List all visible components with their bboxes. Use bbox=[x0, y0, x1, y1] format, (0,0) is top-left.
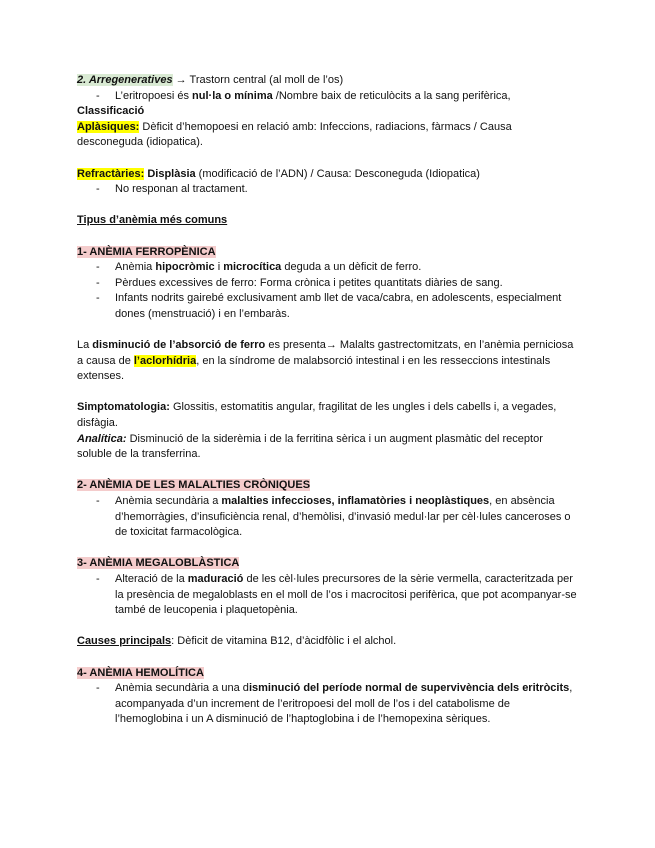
text: es presenta→ Malalts gastrectomitzats, en l’anèmia perniciosa a causa de bbox=[77, 339, 574, 367]
section-1-list bbox=[77, 260, 577, 322]
bold-text: nul·la o mínima bbox=[192, 89, 273, 102]
heading-text: 4- ANÈMIA HEMOLÍTICA bbox=[77, 666, 204, 679]
bold-text: Displàsia bbox=[144, 167, 196, 180]
text: L’eritropoesi és bbox=[115, 89, 193, 102]
text: deguda a un dèficit de ferro. bbox=[281, 261, 422, 274]
refractaries-para bbox=[77, 167, 577, 183]
classificacio-label: Classificació bbox=[77, 105, 145, 118]
aplasiques-para bbox=[77, 120, 577, 151]
text: Anèmia secundària a bbox=[115, 495, 222, 508]
text: Anèmia bbox=[115, 261, 156, 274]
aplasiques-label: Aplàsiques: bbox=[77, 120, 140, 133]
highlight-text: l’aclorhídria bbox=[133, 354, 197, 367]
refractaries-label: Refractàries: bbox=[77, 167, 145, 180]
section-3-list bbox=[77, 572, 577, 619]
section-4-heading bbox=[77, 666, 577, 682]
arregeneratives-list bbox=[77, 89, 577, 105]
text: Dèficit d’hemopoesi en relació amb: Infeccions, radiacions, fàrmacs / Causa desconeguda (idiopatica). bbox=[77, 120, 512, 149]
text: /Nombre baix de reticulòcits a la sang perifèrica, bbox=[272, 89, 511, 102]
list-item bbox=[77, 572, 577, 619]
list-item bbox=[77, 89, 577, 105]
text: de les cèl·lules precursores de la sèrie vermella, caracteritzada per la presència de megaloblasts en el moll de l’os i macrocitosi perifèrica, que pot acompanyar-se també de leucopenia i plaquetopènia. bbox=[115, 573, 577, 617]
section-3-heading bbox=[77, 556, 577, 572]
text: , acompanyada d’un increment de l’eritropoesi del moll de l’os i del catabolisme de l’hemoglobina i un A disminució de l’haptoglobina i de l’hemopexina sèriques. bbox=[115, 682, 573, 726]
text: i bbox=[214, 261, 224, 274]
analitica-para bbox=[77, 432, 577, 463]
list-item: - Pèrdues excessives de ferro: Forma crònica i petites quantitats diàries de sang. bbox=[77, 276, 577, 292]
bold-text: malalties infeccioses, inflamatòries i neoplàstiques bbox=[221, 495, 490, 508]
bold-label: Analítica: bbox=[77, 432, 127, 445]
heading-text: 2- ANÈMIA DE LES MALALTIES CRÒNIQUES bbox=[77, 479, 311, 492]
bold-text: hipocròmic bbox=[155, 261, 215, 274]
underlined-label: Causes principals bbox=[77, 635, 172, 648]
section-1-heading bbox=[77, 245, 577, 261]
text: La bbox=[77, 339, 93, 352]
heading-text: 1- ANÈMIA FERROPÈNICA bbox=[77, 245, 216, 258]
list-item: - Infants nodrits gairebé exclusivament amb llet de vaca/cabra, en adolescents, especialment dones (menstruació) i en l’embaràs. bbox=[77, 291, 577, 322]
bold-text: disminució de l’absorció de ferro bbox=[92, 339, 266, 352]
text: Disminució de la siderèmia i de la ferritina sèrica i un augment plasmàtic del receptor soluble de la transferrina. bbox=[77, 432, 543, 461]
text: : Dèficit de vitamina B12, d’àcidfòlic i el alchol. bbox=[171, 635, 397, 648]
bold-text: microcítica bbox=[223, 261, 282, 274]
arregeneratives-desc: → Trastorn central (al moll de l’os) bbox=[172, 74, 344, 86]
causes-para bbox=[77, 634, 577, 650]
arregeneratives-heading: 2. Arregeneratives bbox=[77, 74, 173, 86]
text: , en absència d’hemorràgies, d’insuficiència renal, d’hemòlisi, d’invasió medul·lar per cèl·lules canceroses o de toxicitat farmacològica. bbox=[115, 495, 571, 539]
bold-text: maduració bbox=[187, 573, 244, 585]
absorcio-para bbox=[77, 338, 577, 385]
section-2-list bbox=[77, 494, 577, 541]
list-item bbox=[77, 681, 577, 728]
list-item: - No responan al tractament. bbox=[77, 182, 577, 198]
refractaries-list bbox=[77, 182, 577, 198]
bold-text: isminució del període normal de supervivència dels eritròcits bbox=[248, 682, 570, 695]
section-2-heading bbox=[77, 478, 577, 494]
text: Anèmia secundària a una d bbox=[115, 682, 249, 695]
section-4-list bbox=[77, 681, 577, 728]
simptomatologia-para bbox=[77, 400, 577, 431]
section-2-line bbox=[77, 73, 577, 89]
document-body bbox=[77, 73, 577, 728]
bold-label: Simptomatologia: bbox=[77, 401, 170, 414]
text: (modificació de l’ADN) / Causa: Desconeguda (Idiopatica) bbox=[195, 167, 480, 180]
list-item bbox=[77, 494, 577, 541]
text: , en la síndrome de malabsorció intestinal i en les resseccions intestinals extenses. bbox=[77, 354, 551, 383]
tipus-heading: Tipus d’anèmia més comuns bbox=[77, 214, 228, 227]
text: Glossitis, estomatitis angular, fragilitat de les ungles i dels cabells i, a vegades, disfàgia. bbox=[77, 401, 557, 430]
heading-text: 3- ANÈMIA MEGALOBLÀSTICA bbox=[77, 557, 240, 570]
text: Alteració de la bbox=[115, 573, 188, 585]
list-item bbox=[77, 260, 577, 276]
